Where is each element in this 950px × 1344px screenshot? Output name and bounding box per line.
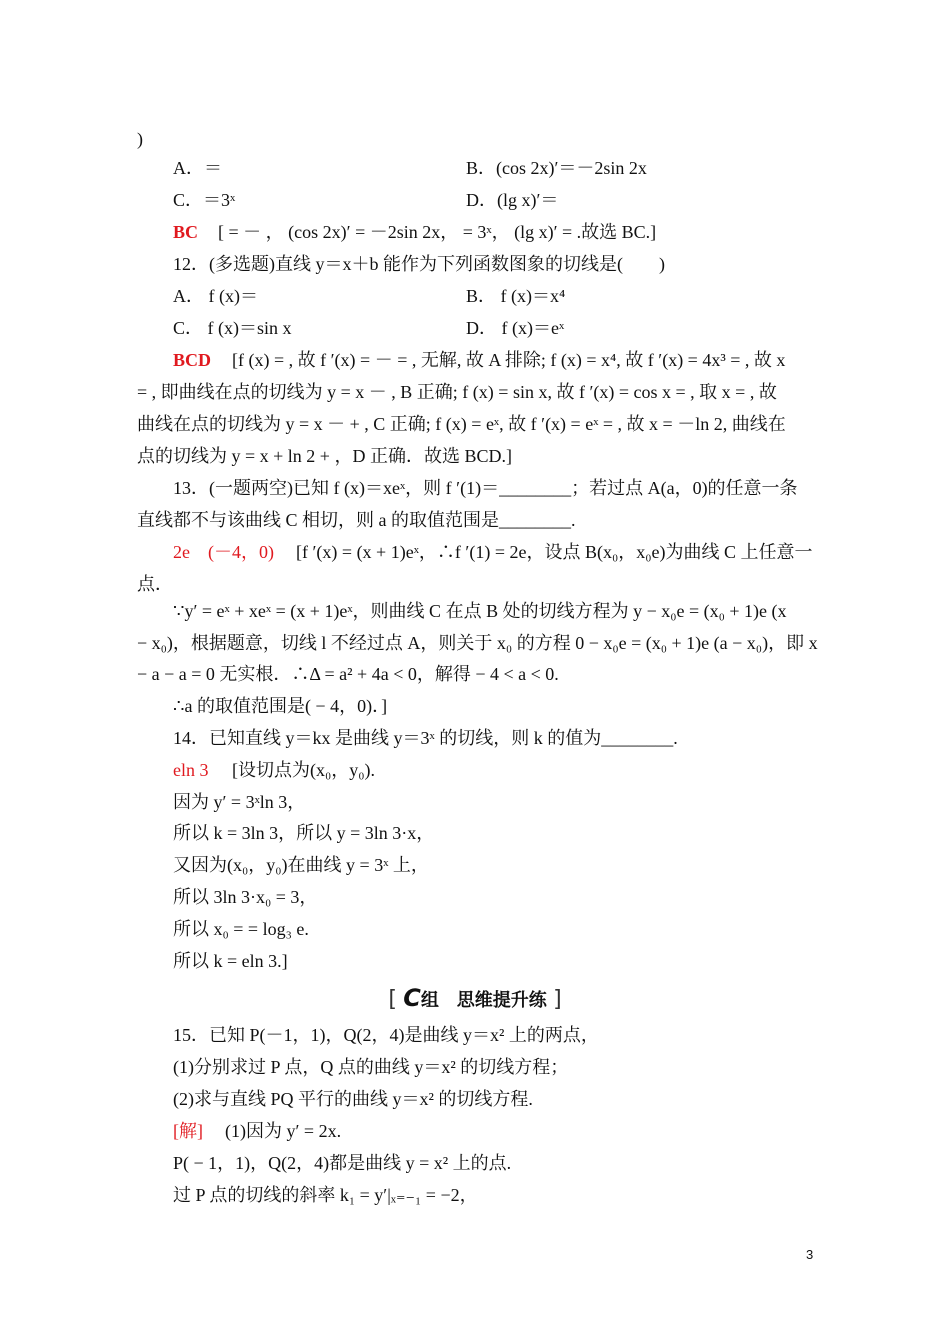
section-heading (0, 984, 950, 1012)
solution-line: ∴a 的取值范围是( − 4，0)．] (173, 696, 388, 716)
bracket-left: [ (388, 987, 397, 1012)
option-d: D．(lg x)′＝ (466, 190, 559, 210)
solution-line: 点． (137, 574, 173, 594)
page-number: 3 (806, 1247, 814, 1262)
section-letter: C (403, 984, 421, 1012)
answer-label: BCD (173, 350, 212, 370)
solution-line: 所以 k = 3ln 3，所以 y = 3ln 3·x， (173, 823, 435, 843)
solution-line: 所以 x₀ = = log₃ e. (173, 919, 309, 939)
bracket-right: ] (553, 987, 562, 1012)
question-14: 14．已知直线 y＝kx 是曲线 y＝3ˣ 的切线，则 k 的值为________. (173, 728, 678, 748)
answer-label: 2e (－4，0) (173, 542, 274, 562)
option-c: C．＝3ˣ (173, 190, 236, 210)
question-15: (2)求与直线 PQ 平行的曲线 y＝x² 的切线方程. (173, 1089, 533, 1109)
solution-line: [设切点为(x₀，y₀). (232, 760, 376, 780)
solution-line: (1)因为 y′ = 2x. (225, 1121, 342, 1141)
solution-line: [ = － ， (cos 2x)′ = －2sin 2x， = 3ˣ， (lg x)′ = .故选 BC.] (218, 222, 657, 242)
option-b: B． f (x)＝x⁴ (466, 286, 566, 306)
solution-line: − a − a = 0 无实根．∴Δ = a² + 4a < 0，解得 − 4 < a < 0. (137, 664, 559, 684)
question-15: 15．已知 P(－1，1)，Q(2，4)是曲线 y＝x² 上的两点， (173, 1025, 599, 1045)
option-a: A． f (x)＝ (173, 286, 258, 306)
option-a: A．＝ (173, 158, 222, 178)
solution-line: 又因为(x₀，y₀)在曲线 y = 3ˣ 上， (173, 855, 429, 875)
option-d: D． f (x)＝eˣ (466, 318, 565, 338)
solution-line: 因为 y′ = 3ˣln 3， (173, 792, 306, 812)
answer-label: [解] (173, 1121, 203, 1141)
solution-line: ∵y′ = eˣ + xeˣ = (x + 1)eˣ，则曲线 C 在点 B 处的切线方程为 y − x₀e = (x₀ + 1)e (x (173, 601, 787, 621)
solution-line: − x₀)，根据题意，切线 l 不经过点 A，则关于 x₀ 的方程 0 − x₀e = (x₀ + 1)e (a − x₀)，即 x (137, 633, 818, 653)
solution-line: 所以 3ln 3·x₀ = 3， (173, 887, 318, 907)
answer-label: BC (173, 222, 199, 242)
solution-line: 曲线在点的切线为 y = x － + , C 正确; f (x) = eˣ, 故 f ′(x) = eˣ = , 故 x = －ln 2, 曲线在 (137, 414, 786, 434)
solution-line: 点的切线为 y = x + ln 2 + ，D 正确．故选 BCD.] (137, 446, 512, 466)
question-13: 13．(一题两空)已知 f (x)＝xeˣ，则 f ′(1)＝________；若过点 A(a，0)的任意一条 (173, 478, 798, 498)
solution-line: [f ′(x) = (x + 1)eˣ，∴f ′(1) = 2e，设点 B(x₀，x₀e)为曲线 C 上任意一 (296, 542, 813, 562)
option-b: B．(cos 2x)′＝－2sin 2x (466, 158, 647, 178)
answer-label: eln 3 (173, 760, 209, 780)
text-line: ) (137, 129, 143, 149)
solution-line: 过 P 点的切线的斜率 k₁ = y′|ₓ₌₋₁ = −2， (173, 1185, 478, 1205)
solution-line: [f (x) = , 故 f ′(x) = － = , 无解, 故 A 排除; f (x) = x⁴, 故 f ′(x) = 4x³ = , 故 x (232, 350, 786, 370)
question-15: (1)分别求过 P 点，Q 点的曲线 y＝x² 的切线方程； (173, 1057, 569, 1077)
solution-line: = , 即曲线在点的切线为 y = x － , B 正确; f (x) = sin x, 故 f ′(x) = cos x = , 取 x = , 故 (137, 382, 777, 402)
solution-line: P( − 1，1)，Q(2，4)都是曲线 y = x² 上的点. (173, 1153, 512, 1173)
solution-line: 所以 k = eln 3.] (173, 951, 288, 971)
question-13: 直线都不与该曲线 C 相切，则 a 的取值范围是________. (137, 510, 576, 530)
section-title: 组 思维提升练 (420, 990, 547, 1011)
option-c: C． f (x)＝sin x (173, 318, 292, 338)
question-12: 12．(多选题)直线 y＝x＋b 能作为下列函数图象的切线是( ) (173, 254, 665, 274)
